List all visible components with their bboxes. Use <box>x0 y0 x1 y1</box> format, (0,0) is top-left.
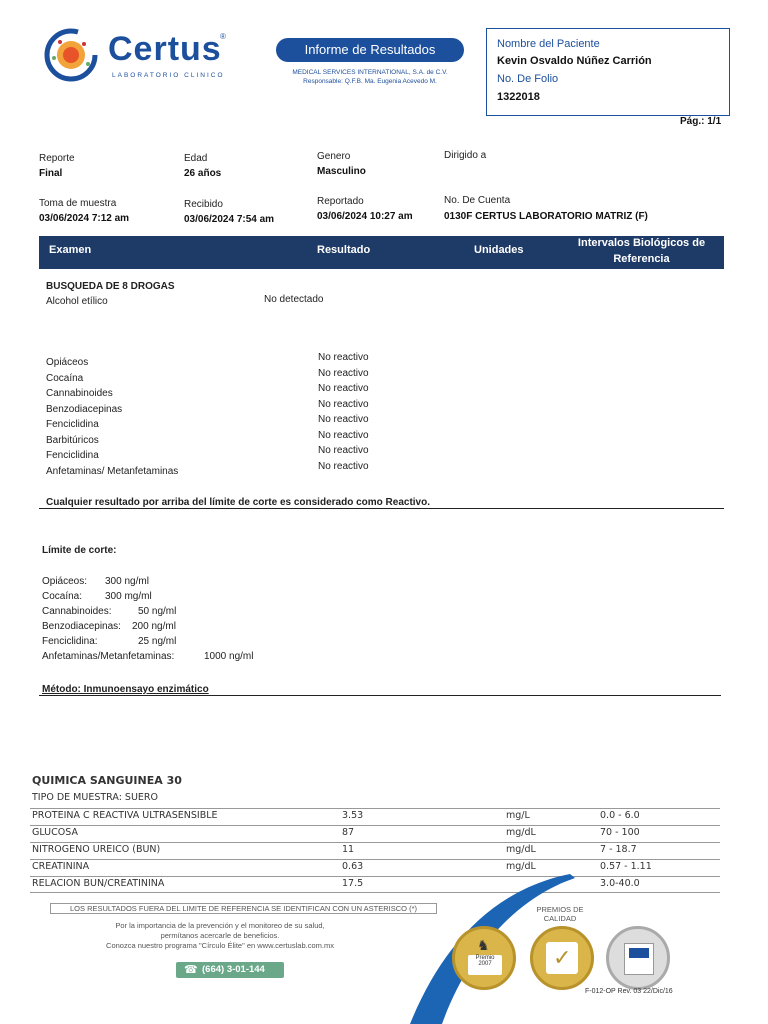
patient-box <box>486 28 730 116</box>
drug-result: No reactivo <box>318 398 369 410</box>
col-unidades: Unidades <box>474 244 524 256</box>
folio-number: 1322018 <box>497 91 540 103</box>
drug-result: No reactivo <box>318 367 369 379</box>
row-line <box>30 842 720 843</box>
phone-number: (664) 3-01-144 <box>202 964 265 975</box>
toma-label: Toma de muestra <box>39 198 117 209</box>
drug-result: No reactivo <box>318 460 369 472</box>
drugs-title: BUSQUEDA DE 8 DROGAS <box>46 281 175 292</box>
cutoff-name: Anfetaminas/Metanfetaminas: <box>42 651 175 662</box>
cutoff-value: 200 ng/ml <box>132 621 176 632</box>
cutoff-title: Límite de corte: <box>42 545 117 556</box>
footer-line-2: permítanos acercarle de beneficios. <box>160 931 280 940</box>
drug-name: Opiáceos <box>46 357 89 368</box>
drug-name: Anfetaminas/ Metanfetaminas <box>46 465 179 477</box>
chem-unit: mg/dL <box>506 844 536 855</box>
col-examen: Examen <box>49 244 92 256</box>
genero-label: Genero <box>317 151 351 162</box>
award-figure-icon: ♞ <box>477 937 490 953</box>
divider <box>39 695 721 696</box>
chem-name: PROTEINA C REACTIVA ULTRASENSIBLE <box>32 810 218 821</box>
reporte-value: Final <box>39 168 63 179</box>
chem-ref: 3.0-40.0 <box>600 878 640 889</box>
cutoff-value: 50 ng/ml <box>138 606 177 617</box>
checkmark-icon: ✓ <box>553 945 572 970</box>
chem-unit: mg/dL <box>506 861 536 872</box>
cutoff-name: Cocaína: <box>42 591 83 602</box>
chem-ref: 0.57 - 1.11 <box>600 861 652 872</box>
col-resultado: Resultado <box>317 244 371 256</box>
drug-name: Fenciclidina <box>46 419 99 430</box>
drug-result: No reactivo <box>318 429 369 441</box>
drug-name: Cocaína <box>46 372 84 384</box>
cuenta-label: No. De Cuenta <box>444 195 511 206</box>
method: Método: Inmunoensayo enzimático <box>42 684 209 695</box>
cutoff-list <box>42 576 302 676</box>
award-year: 2007 <box>478 961 492 967</box>
recibido-value: 03/06/2024 7:54 am <box>184 214 275 225</box>
drug-result: No reactivo <box>318 352 369 363</box>
cutoff-value: 25 ng/ml <box>138 636 177 647</box>
row-line <box>30 808 720 809</box>
chem-title: QUIMICA SANGUINEA 30 <box>32 774 182 787</box>
certificate-icon <box>624 943 654 975</box>
genero-value: Masculino <box>317 166 366 177</box>
award-label: Premio <box>475 955 495 961</box>
cutoff-value: 300 ng/ml <box>105 576 149 587</box>
award-medal-2 <box>530 926 594 990</box>
report-title-pill: Informe de Resultados <box>276 38 464 62</box>
cutoff-value: 1000 ng/ml <box>204 651 254 662</box>
cutoff-name: Cannabinoides: <box>42 606 112 617</box>
edad-value: 26 años <box>184 168 222 179</box>
folio-label: No. De Folio <box>497 73 559 85</box>
page-number: Pág.: 1/1 <box>680 116 722 127</box>
chem-unit: mg/dL <box>506 827 536 838</box>
patient-name-label: Nombre del Paciente <box>497 38 600 50</box>
col-intervalos-1: Intervalos Biológicos de <box>577 237 706 249</box>
logo-registered: ® <box>220 32 226 41</box>
responsable: Responsable: Q.F.B. Ma. Eugenia Acevedo M. <box>303 78 437 85</box>
cutoff-name: Fenciclidina: <box>42 636 98 647</box>
award-medal-1 <box>452 926 516 990</box>
logo-mark-icon <box>40 24 102 86</box>
chem-value: 3.53 <box>342 810 364 821</box>
drug-result: No reactivo <box>318 414 369 425</box>
chem-table <box>30 806 720 890</box>
cutoff-value: 300 mg/ml <box>105 591 152 602</box>
recibido-label: Recibido <box>184 199 223 210</box>
chem-value: 87 <box>342 827 355 838</box>
drug-name: Cannabinoides <box>46 388 113 399</box>
premios-label: PREMIOS DE CALIDAD <box>536 905 584 923</box>
drug-name: Benzodiacepinas <box>46 403 123 415</box>
logo-subtitle: LABORATORIO CLINICO <box>112 72 225 79</box>
row-line <box>30 825 720 826</box>
chem-ref: 0.0 - 6.0 <box>600 810 640 821</box>
chem-ref: 70 - 100 <box>600 827 640 838</box>
chem-value: 0.63 <box>342 861 364 872</box>
drug-name: Barbitúricos <box>46 434 99 446</box>
chem-value: 11 <box>342 844 355 855</box>
row-line <box>30 876 720 877</box>
results-table-header <box>39 236 724 269</box>
asterisk-note: LOS RESULTADOS FUERA DEL LIMITE DE REFERENCIA SE IDENTIFICAN CON UN ASTERISCO (*) <box>50 903 437 914</box>
chem-name: CREATININA <box>32 861 90 872</box>
row-line <box>30 892 720 893</box>
reportado-label: Reportado <box>317 196 364 207</box>
cutoff-name: Benzodiacepinas: <box>42 621 121 632</box>
alcohol-result: No detectado <box>264 294 324 305</box>
footer-line-1: Por la importancia de la prevención y el monitoreo de su salud, <box>115 921 325 930</box>
award-medal-label <box>468 955 502 975</box>
form-code: F-012-OP Rev. 03 22/Dic/16 <box>585 988 673 995</box>
award-medal-3 <box>606 926 670 990</box>
chem-sample-type: TIPO DE MUESTRA: SUERO <box>32 792 158 803</box>
dirigido-label: Dirigido a <box>444 150 487 161</box>
patient-name: Kevin Osvaldo Núñez Carrión <box>497 55 652 67</box>
cutoff-name: Opiáceos: <box>42 576 88 587</box>
drug-result: No reactivo <box>318 383 369 394</box>
footer-line-3: Conozca nuestro programa "Círculo Élite" en www.certuslab.com.mx <box>106 941 334 950</box>
phone-badge <box>176 962 284 978</box>
logo-name: Certus <box>108 30 222 68</box>
drug-result: No reactivo <box>318 445 369 456</box>
chem-name: RELACION BUN/CREATININA <box>32 878 165 889</box>
edad-label: Edad <box>184 153 208 164</box>
cuenta-value: 0130F CERTUS LABORATORIO MATRIZ (F) <box>444 211 648 222</box>
reactive-note: Cualquier resultado por arriba del límite de corte es considerado como Reactivo. <box>46 497 430 508</box>
reportado-value: 03/06/2024 10:27 am <box>317 211 413 222</box>
reporte-label: Reporte <box>39 153 75 164</box>
chem-unit: mg/L <box>506 810 530 821</box>
chem-ref: 7 - 18.7 <box>600 844 637 855</box>
alcohol-label: Alcohol etílico <box>46 296 108 307</box>
row-line <box>30 859 720 860</box>
chem-name: GLUCOSA <box>32 827 78 838</box>
drug-name: Fenciclidina <box>46 450 99 461</box>
checkmark-badge <box>546 942 578 974</box>
toma-value: 03/06/2024 7:12 am <box>39 213 130 224</box>
phone-icon: ☎ <box>184 964 198 976</box>
col-intervalos-2: Referencia <box>613 253 670 265</box>
certus-logo <box>40 22 240 92</box>
company-name: MEDICAL SERVICES INTERNATIONAL, S.A. de C.V. <box>292 69 448 76</box>
chem-name: NITROGENO UREICO (BUN) <box>32 844 161 855</box>
chem-value: 17.5 <box>342 878 364 889</box>
divider <box>39 508 724 509</box>
